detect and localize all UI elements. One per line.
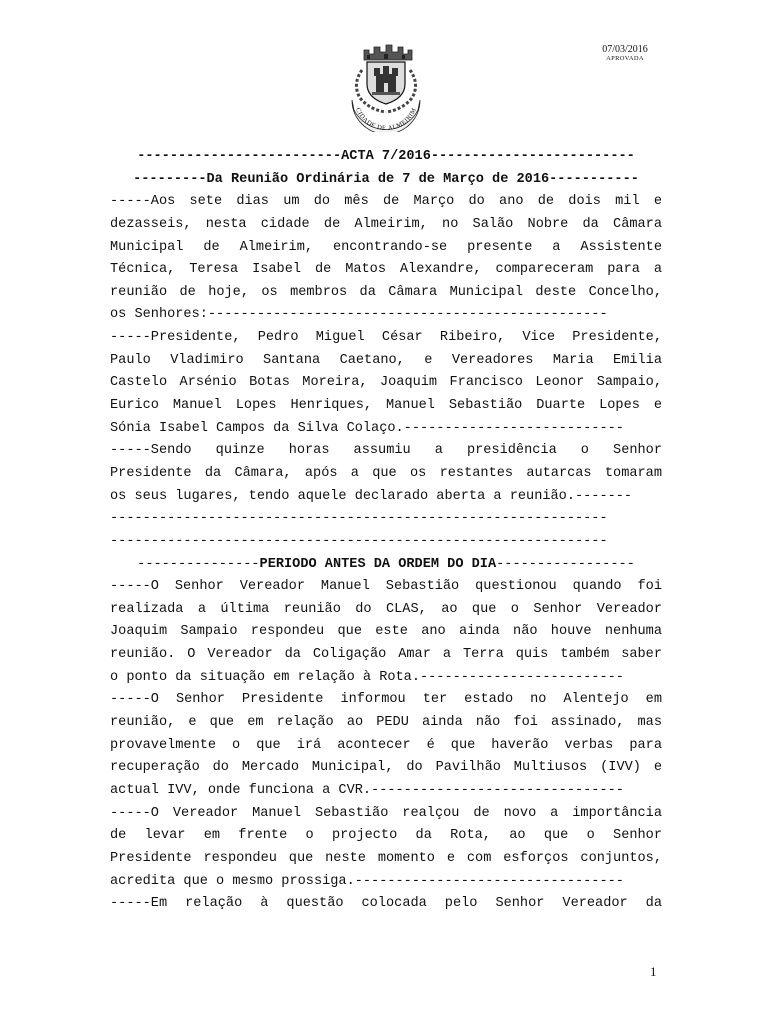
paragraph-line: -----O Senhor Presidente informou ter estado no Alentejo em (110, 692, 662, 708)
minutes-body (110, 146, 662, 916)
paragraph-line: Municipal de Almeirim, encontrando-se presente a Assistente (110, 239, 662, 255)
approval-status: APROVADA (606, 55, 644, 62)
paragraph-line: Joaquim Sampaio respondeu que este ano ainda não houve nenhuma (110, 624, 662, 640)
svg-text:CIDADE DE ALMEIRIM: CIDADE DE ALMEIRIM (354, 106, 419, 132)
municipal-crest-logo (340, 40, 432, 132)
dash-line: ------------------------------------------------------------- (110, 533, 608, 549)
paragraph-line: acredita que o mesmo prossiga.--------------------------------- (110, 873, 624, 889)
paragraph-line: os seus lugares, tendo aquele declarado aberta a reunião.------- (110, 488, 633, 504)
paragraph-line: Paulo Vladimiro Santana Caetano, e Vereadores Maria Emilia (110, 352, 662, 368)
section-heading (110, 554, 662, 577)
paragraph-line: -----Em relação à questão colocada pelo Senhor Vereador da (110, 896, 662, 912)
section-heading-prefix: --------------- (137, 556, 260, 572)
paragraph-line: realizada a última reunião do CLAS, ao que o Senhor Vereador (110, 601, 662, 617)
section-heading-title: PERIODO ANTES DA ORDEM DO DIA (259, 556, 497, 572)
paragraph-line: Eurico Manuel Lopes Henriques, Manuel Sebastião Duarte Lopes e (110, 398, 662, 414)
approval-date: 07/03/2016 (602, 44, 648, 55)
paragraph-line: -----O Vereador Manuel Sebastião realçou de novo a importância (110, 805, 662, 821)
approval-stamp (560, 44, 690, 62)
paragraph-line: Castelo Arsénio Botas Moreira, Joaquim Francisco Leonor Sampaio, (110, 375, 662, 391)
dash-line: ------------------------------------------------------------- (110, 511, 608, 527)
paragraph-line: -----Aos sete dias um do mês de Março do ano de dois mil e (110, 194, 662, 210)
paragraph-line: o ponto da situação em relação à Rota.------------------------- (110, 669, 624, 685)
page-number: 1 (650, 964, 657, 979)
paragraph-line: Técnica, Teresa Isabel de Matos Alexandre, compareceram para a (110, 262, 662, 278)
paragraph-line: Sónia Isabel Campos da Silva Colaço.--------------------------- (110, 420, 624, 436)
paragraph-line: actual IVV, onde funciona a CVR.------------------------------- (110, 782, 624, 798)
paragraph-line: provavelmente o que irá acontecer é que haverão verbas para (110, 737, 662, 753)
paragraph-line: -----Sendo quinze horas assumiu a presidência o Senhor (110, 443, 662, 459)
paragraph-line: recuperação do Mercado Municipal, do Pavilhão Multiusos (IVV) e (110, 760, 662, 776)
paragraph-line: reunião de hoje, os membros da Câmara Municipal deste Concelho, (110, 284, 662, 300)
paragraph-line: reunião. O Vereador da Coligação Amar a Terra quis também saber (110, 647, 662, 663)
paragraph-line: -----O Senhor Vereador Manuel Sebastião questionou quando foi (110, 579, 662, 595)
paragraph-line: de levar em frente o projecto da Rota, ao que o Senhor (110, 828, 662, 844)
paragraph-line: -----Presidente, Pedro Miguel César Ribeiro, Vice Presidente, (110, 330, 662, 346)
paragraph-line: Presidente respondeu que neste momento e com esforços conjuntos, (110, 850, 662, 866)
section-heading-suffix: ----------------- (496, 556, 635, 572)
minutes-title: -------------------------ACTA 7/2016------------------------- (137, 149, 635, 164)
paragraph-line: reunião, e que em relação ao PEDU ainda não foi assinado, mas (110, 715, 662, 731)
paragraph-line: dezasseis, nesta cidade de Almeirim, no Salão Nobre da Câmara (110, 216, 662, 232)
paragraph-line: Presidente da Câmara, após a que os restantes autarcas tomaram (110, 465, 662, 481)
paragraph-line: os Senhores:------------------------------------------------- (110, 307, 608, 323)
minutes-subtitle: ---------Da Reunião Ordinária de 7 de Março de 2016----------- (133, 171, 639, 187)
